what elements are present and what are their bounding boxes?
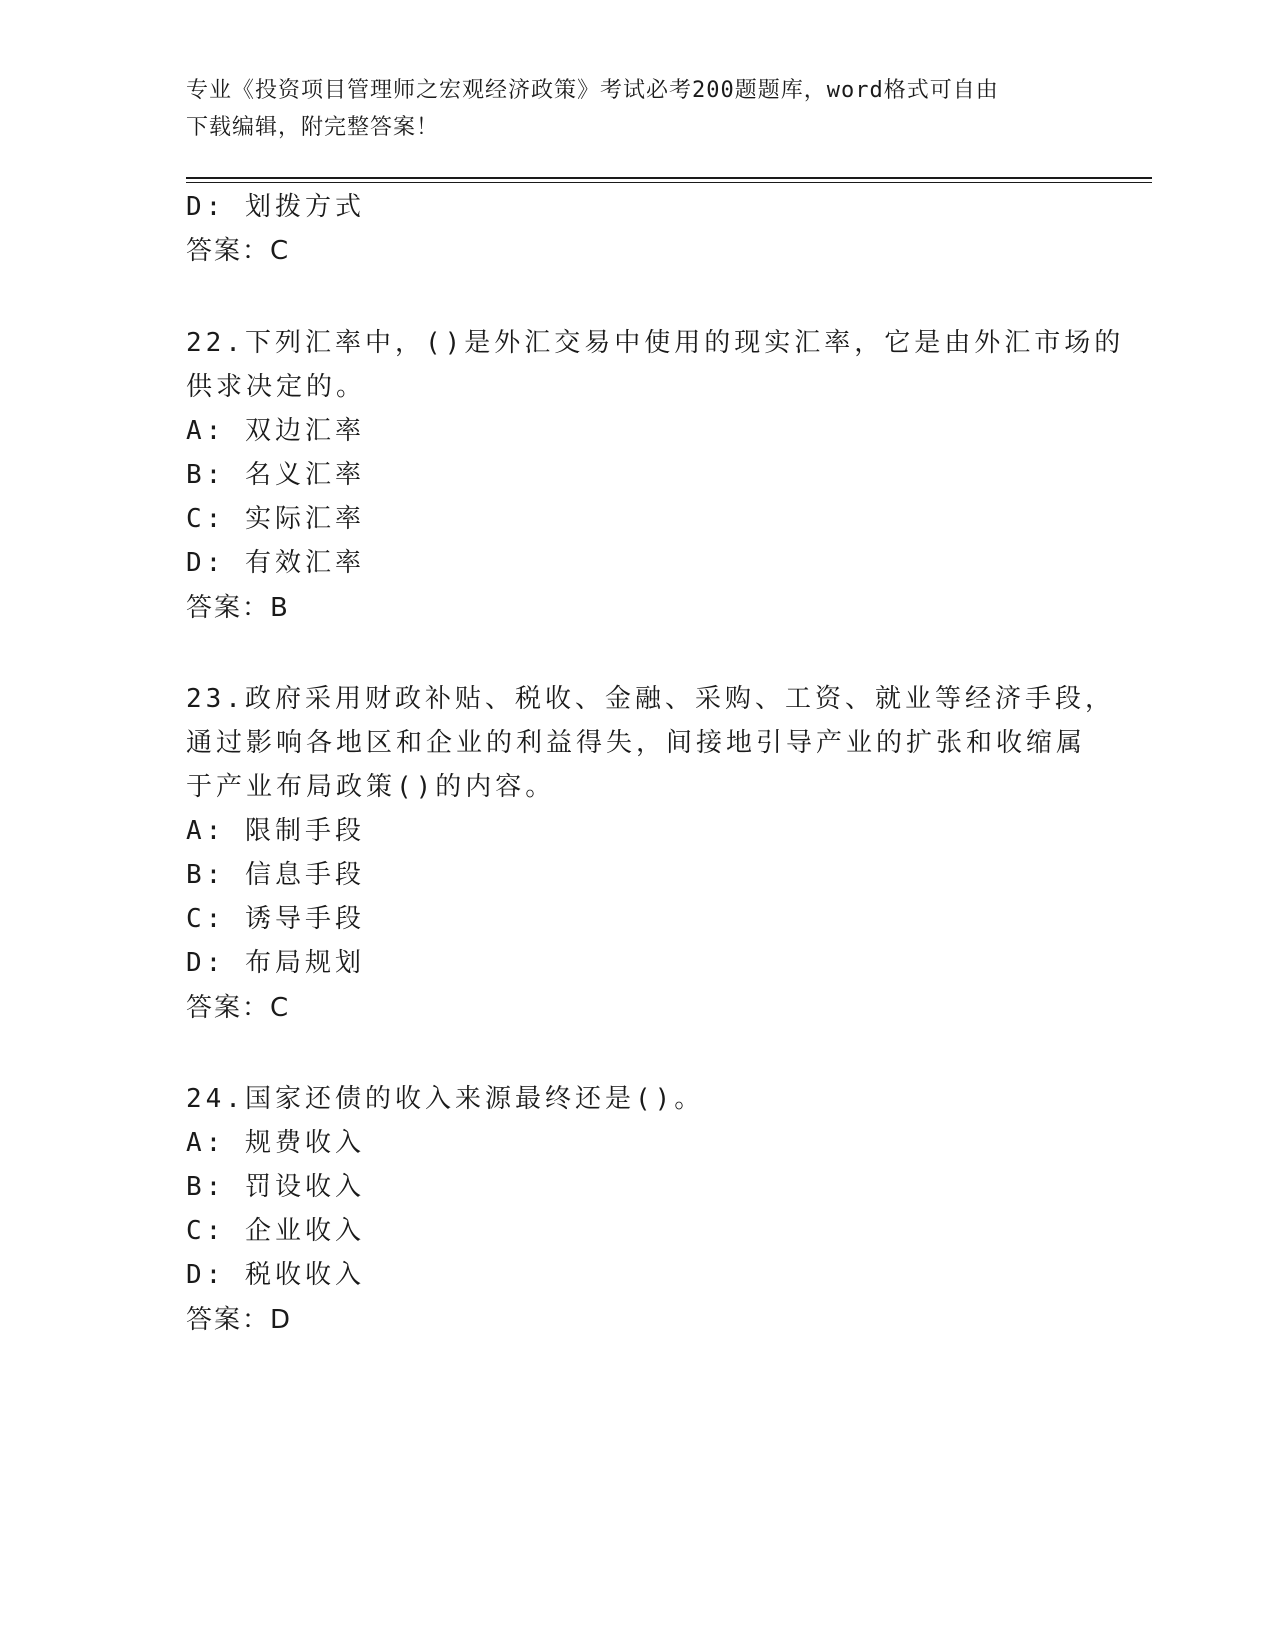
q23-answer: 答案：C [186, 993, 291, 1023]
q23-option-c: C: 诱导手段 [186, 904, 365, 934]
q24-option-a: A: 规费收入 [186, 1128, 365, 1158]
q23-stem-line-2: 通过影响各地区和企业的利益得失，间接地引导产业的扩张和收缩属 [186, 728, 1087, 758]
q23-option-a: A: 限制手段 [186, 816, 365, 846]
q23-option-b: B: 信息手段 [186, 860, 365, 890]
q24-answer: 答案：D [186, 1305, 293, 1335]
q22-option-c: C: 实际汇率 [186, 504, 365, 534]
q22-answer: 答案：B [186, 593, 290, 623]
q21-option-d: D: 划拨方式 [186, 192, 365, 222]
q22-option-a: A: 双边汇率 [186, 416, 365, 446]
q23-stem-line-3: 于产业布局政策()的内容。 [186, 772, 556, 802]
q22-stem-line-2: 供求决定的。 [186, 372, 367, 402]
q24-option-d: D: 税收收入 [186, 1260, 365, 1290]
q22-option-b: B: 名义汇率 [186, 460, 365, 490]
q21-answer: 答案：C [186, 236, 291, 266]
q22-stem-line-1: 22.下列汇率中，()是外汇交易中使用的现实汇率，它是由外汇市场的 [186, 328, 1125, 358]
page-header [186, 72, 1066, 146]
q24-option-c: C: 企业收入 [186, 1216, 365, 1246]
header-line-2: 下载编辑，附完整答案！ [186, 115, 440, 140]
q24-option-b: B: 罚设收入 [186, 1172, 365, 1202]
header-divider-thick [186, 177, 1152, 179]
header-divider-thin [186, 182, 1152, 183]
q23-option-d: D: 布局规划 [186, 948, 365, 978]
q22-option-d: D: 有效汇率 [186, 548, 365, 578]
header-line-1: 专业《投资项目管理师之宏观经济政策》考试必考200题题库，word格式可自由 [186, 78, 999, 103]
q24-stem-line-1: 24.国家还债的收入来源最终还是()。 [186, 1084, 705, 1114]
q23-stem-line-1: 23.政府采用财政补贴、税收、金融、采购、工资、就业等经济手段， [186, 684, 1115, 714]
